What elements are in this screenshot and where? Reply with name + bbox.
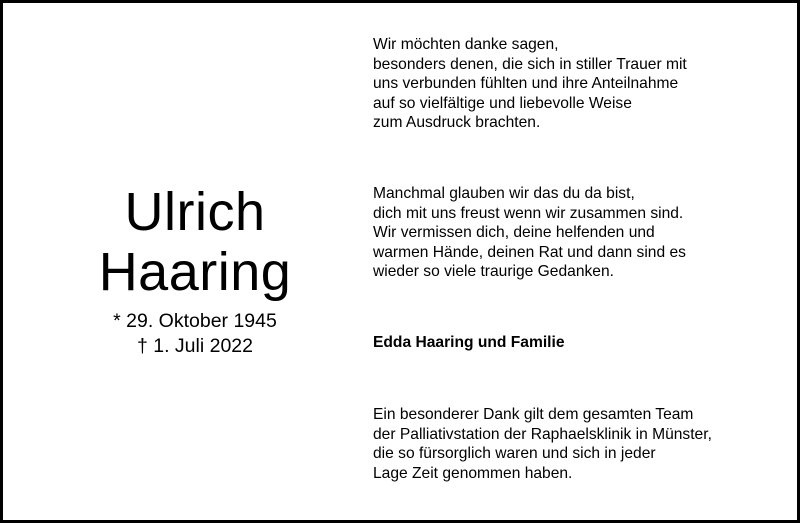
paragraph-line: warmen Hände, deinen Rat und dann sind es	[373, 243, 686, 261]
first-name: Ulrich	[124, 182, 266, 242]
poem-paragraph	[373, 184, 783, 282]
paragraph-line: Lage Zeit genommen haben.	[373, 464, 573, 482]
paragraph-line: Wir möchten danke sagen,	[373, 36, 559, 53]
thanks-paragraph	[373, 35, 783, 133]
paragraph-line: auf so vielfältige und liebevolle Weise	[373, 94, 632, 112]
paragraph-line: besonders denen, die sich in stiller Trauer mit	[373, 55, 687, 73]
death-date: † 1. Juli 2022	[136, 335, 253, 357]
paragraph-line: die so fürsorglich waren und sich in jeder	[373, 445, 656, 462]
family-signature: Edda Haaring und Familie	[373, 334, 565, 351]
paragraph-line: zum Ausdruck brachten.	[373, 114, 541, 131]
life-dates	[40, 309, 350, 359]
paragraph-line: Manchmal glauben wir das du da bist,	[373, 185, 635, 202]
deceased-block	[40, 182, 350, 359]
last-name: Haaring	[98, 242, 292, 302]
paragraph-line: wieder so viele traurige Gedanken.	[373, 263, 614, 280]
paragraph-line: Wir vermissen dich, deine helfenden und	[373, 224, 655, 241]
paragraph-line: der Palliativstation der Raphaelsklinik in Münster,	[373, 425, 712, 443]
paragraph-line: dich mit uns freust wenn wir zusammen sind.	[373, 204, 684, 222]
paragraph-line: Ein besonderer Dank gilt dem gesamten Team	[373, 406, 694, 423]
paragraph-line: uns verbunden fühlten und ihre Anteilnahme	[373, 75, 679, 92]
birth-date: * 29. Oktober 1945	[113, 310, 277, 332]
special-thanks-paragraph	[373, 405, 783, 483]
